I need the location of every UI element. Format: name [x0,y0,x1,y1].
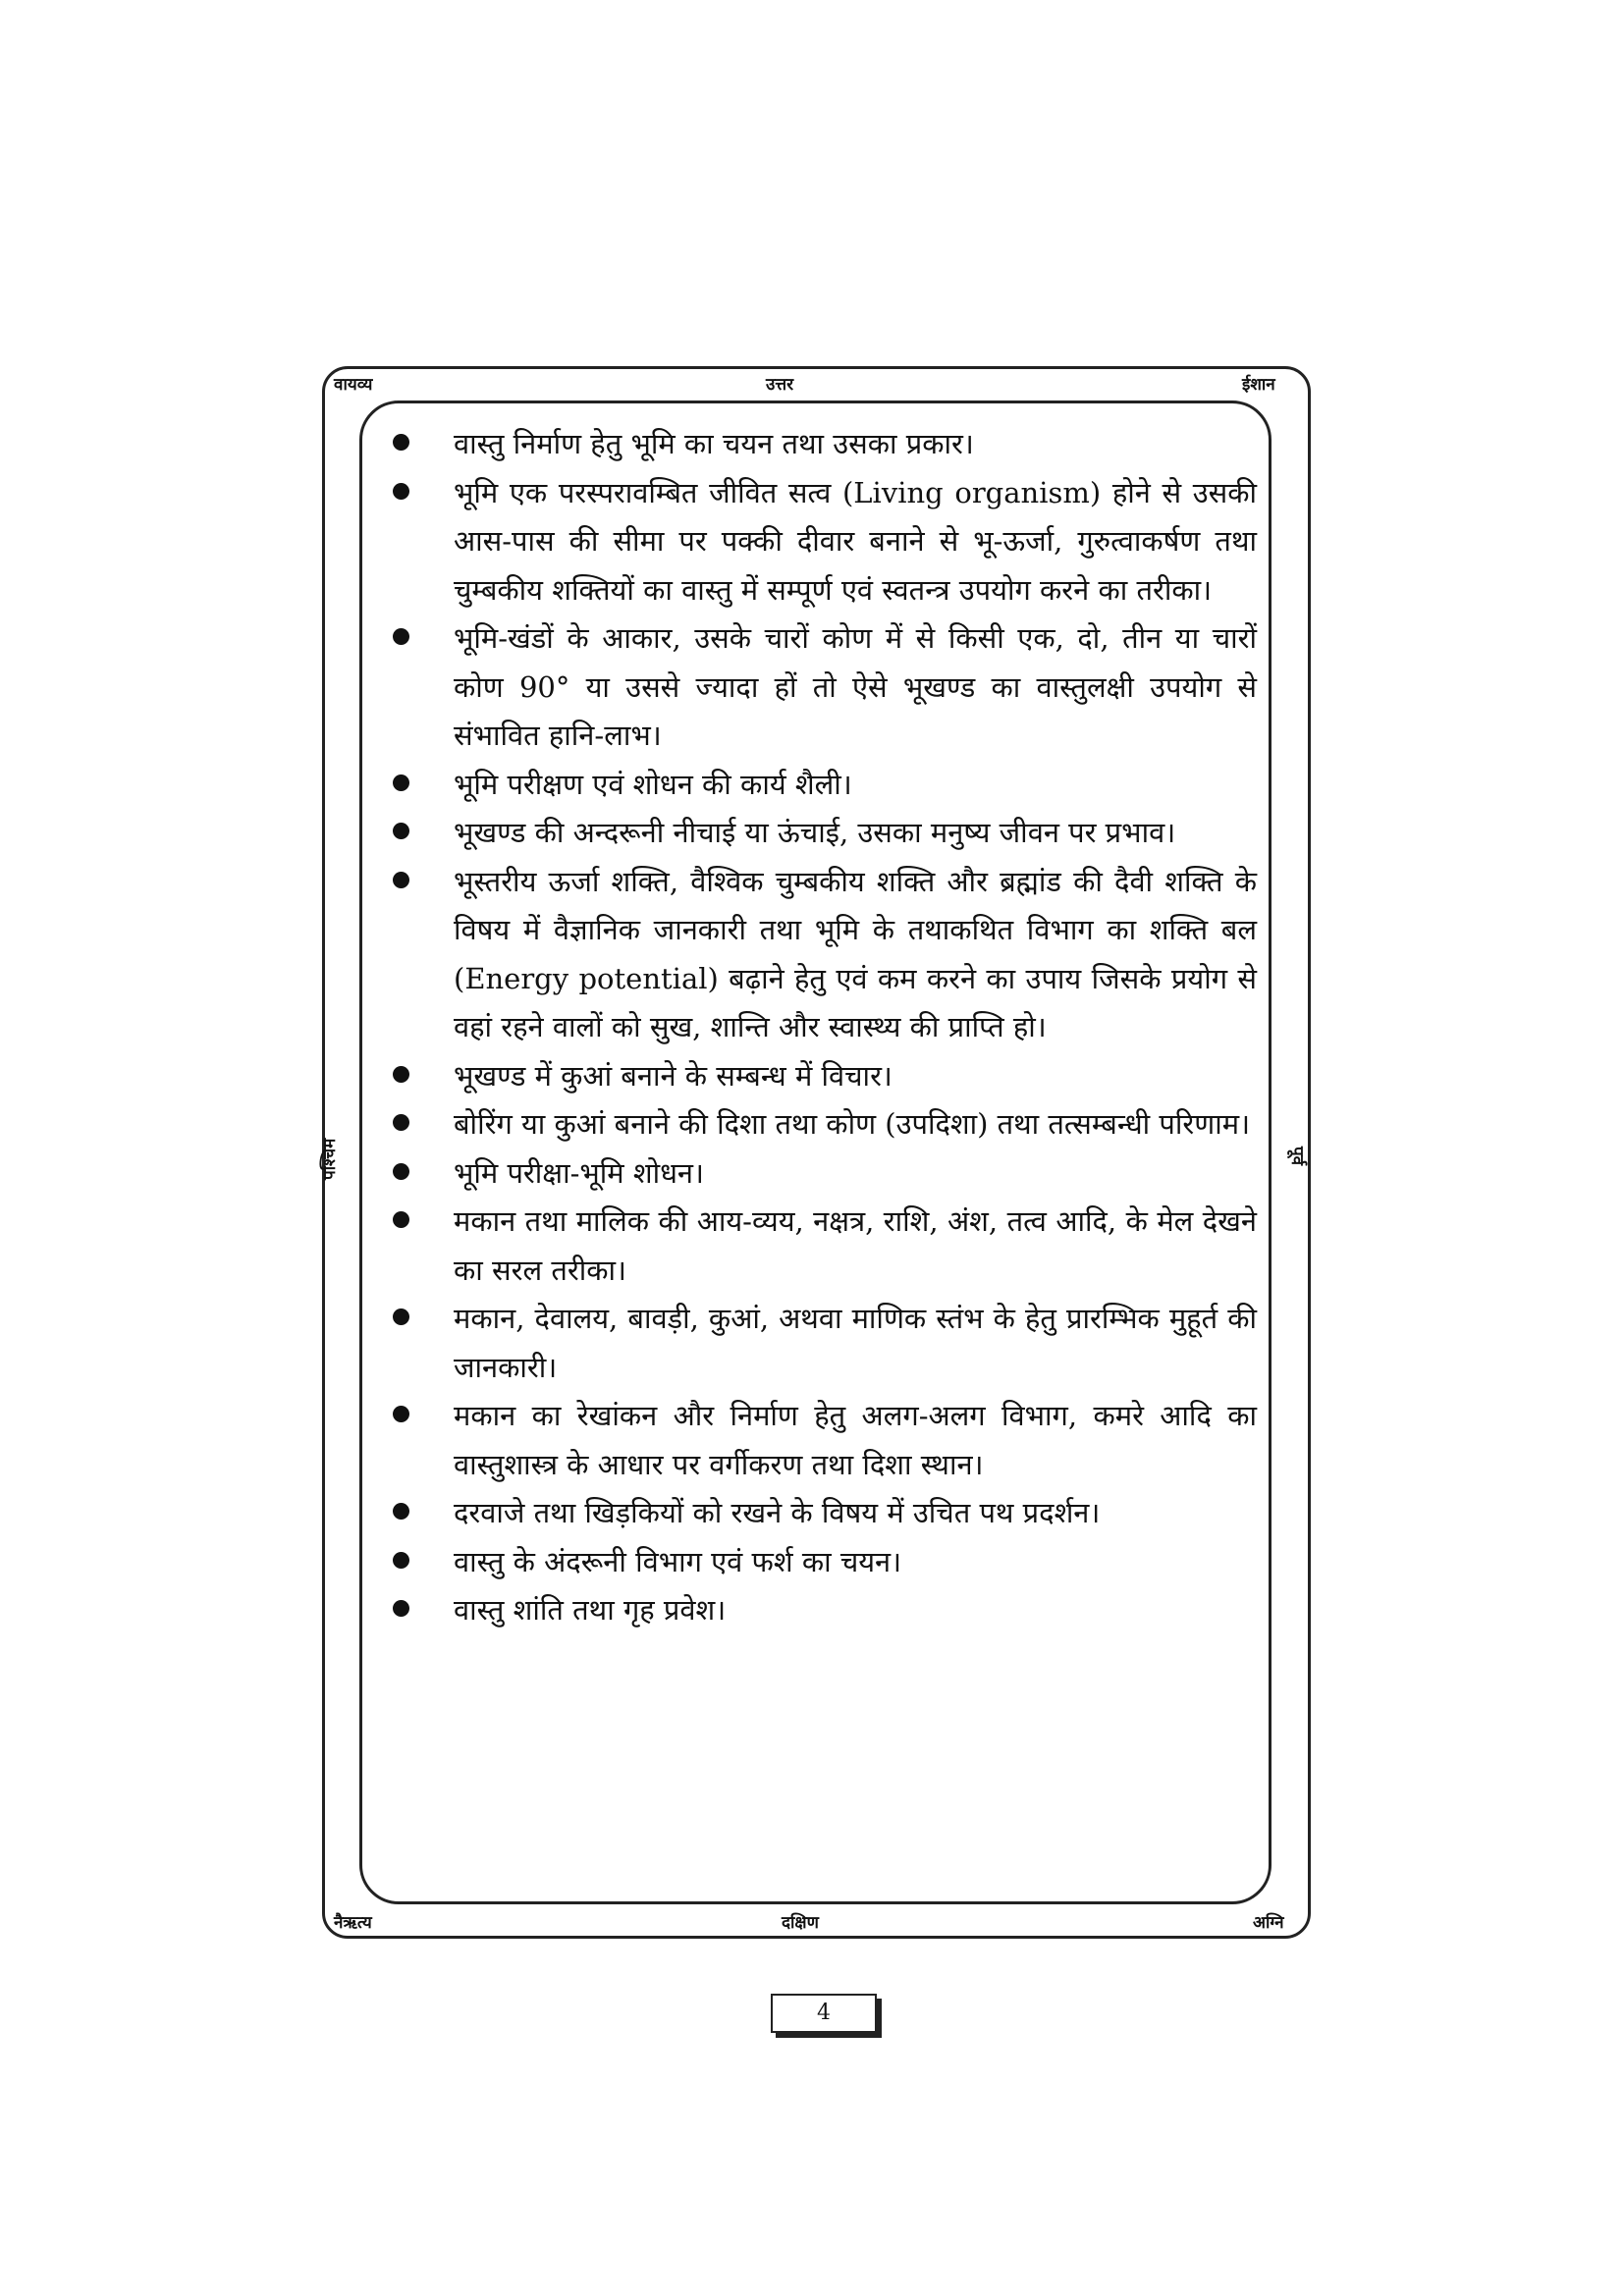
list-item [383,614,1257,761]
direction-northeast: ईशान [1242,375,1275,395]
bullet-icon [393,823,409,839]
list-item-text: भूमि परीक्षण एवं शोधन की कार्य शैली। [454,767,852,801]
direction-east: पूर्व [1287,1147,1307,1166]
direction-west: पश्चिम [320,1138,340,1180]
list-item-text: भूमि-खंडों के आकार, उसके चारों कोण में से किसी एक, दो, तीन या चारों कोण 90° या उससे ज्यादा हों तो ऐसे भूखण्ड का वास्तुलक्षी उपयोग से संभावित हानि-लाभ। [454,621,1257,752]
bullet-icon [393,1503,409,1520]
list-item [383,761,1257,810]
direction-southeast: अग्नि [1253,1913,1284,1933]
list-item [383,858,1257,1052]
list-item [383,1392,1257,1489]
bullet-icon [393,1308,409,1325]
list-item-text: भूमि परीक्षा-भूमि शोधन। [454,1155,705,1190]
direction-south: दक्षिण [782,1913,819,1933]
bullet-icon [393,1600,409,1617]
bullet-icon [393,1163,409,1180]
list-item-text: मकान तथा मालिक की आय-व्यय, नक्षत्र, राशि, अंश, तत्व आदि, के मेल देखने का सरल तरीका। [454,1204,1257,1287]
list-item-text: भूमि एक परस्परावम्बित जीवित सत्व (Living organism) होने से उसकी आस-पास की सीमा पर पक्की दीवार बनाने से भू-ऊर्जा, गुरुत्वाकर्षण तथा चुम्बकीय शक्तियों का वास्तु में सम्पूर्ण एवं स्वतन्त्र उपयोग करने का तरीका। [454,475,1257,607]
list-item-text: मकान, देवालय, बावड़ी, कुआं, अथवा माणिक स्तंभ के हेतु प्रारम्भिक मुहूर्त की जानकारी। [454,1302,1257,1384]
list-item-text: वास्तु के अंदरूनी विभाग एवं फर्श का चयन। [454,1544,902,1578]
bullet-icon [393,483,409,500]
bullet-icon [393,1406,409,1422]
list-item [383,1586,1257,1635]
bullet-icon [393,1211,409,1228]
list-item [383,1489,1257,1538]
list-item [383,1198,1257,1295]
list-item-text: भूखण्ड में कुआं बनाने के सम्बन्ध में विचार। [454,1058,893,1093]
list-item [383,469,1257,615]
list-item [383,1538,1257,1587]
list-item-text: वास्तु शांति तथा गृह प्रवेश। [454,1593,727,1627]
list-item [383,1149,1257,1199]
list-item-text: बोरिंग या कुआं बनाने की दिशा तथा कोण (उपदिशा) तथा तत्सम्बन्धी परिणाम। [454,1107,1251,1141]
bullet-icon [393,1114,409,1131]
page-number: 4 [771,1994,877,2033]
bullet-icon [393,872,409,888]
list-item [383,809,1257,858]
list-item [383,1295,1257,1392]
list-item [383,1100,1257,1149]
bullet-icon [393,1552,409,1569]
direction-northwest: वायव्य [334,375,373,395]
bullet-icon [393,434,409,451]
bullet-icon [393,628,409,645]
list-item [383,1052,1257,1101]
list-item-text: भूखण्ड की अन्दरूनी नीचाई या ऊंचाई, उसका मनुष्य जीवन पर प्रभाव। [454,816,1176,849]
direction-north: उत्तर [766,375,794,395]
list-item-text: वास्तु निर्माण हेतु भूमि का चयन तथा उसका प्रकार। [454,427,974,460]
bullet-icon [393,1066,409,1083]
list-item-text: मकान का रेखांकन और निर्माण हेतु अलग-अलग विभाग, कमरे आदि का वास्तुशास्त्र के आधार पर वर्गीकरण तथा दिशा स्थान। [454,1399,1257,1481]
topic-list [383,420,1257,1635]
direction-southwest: नैऋत्य [334,1913,372,1933]
list-item-text: दरवाजे तथा खिड़कियों को रखने के विषय में उचित पथ प्रदर्शन। [454,1496,1101,1529]
list-item [383,420,1257,469]
bullet-icon [393,774,409,791]
list-item-text: भूस्तरीय ऊर्जा शक्ति, वैश्विक चुम्बकीय शक्ति और ब्रह्मांड की दैवी शक्ति के विषय में वैज्ञानिक जानकारी तथा भूमि के तथाकथित विभाग का शक्ति बल (Energy potential) बढ़ाने हेतु एवं कम करने का उपाय जिसके प्रयोग से वहां रहने वालों को सुख, शान्ति और स्वास्थ्य की प्राप्ति हो। [454,864,1257,1043]
